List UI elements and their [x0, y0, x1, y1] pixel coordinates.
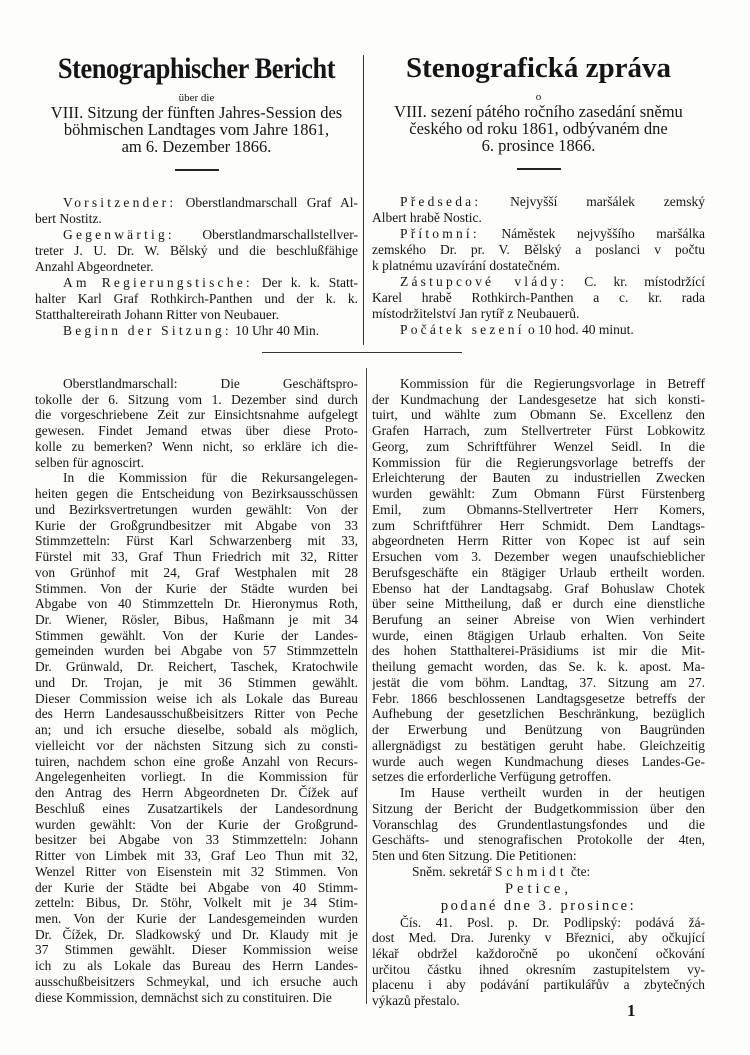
text-line: abgeordneten Herrn Ritter von Kopec ist auf sein [372, 533, 705, 549]
title-rule [175, 169, 219, 171]
petition-text [372, 915, 705, 1009]
text-line: tokolle der 6. Sitzung vom 1. Dezember sind durch [35, 391, 358, 407]
text-line: Dieser Commission weise ich als Lokale das Bureau [35, 690, 358, 706]
text-line: Beschluß eines Zusatzartikels der Landesordnung [35, 800, 358, 816]
attendance-text: Albert hrabě Nostic. [372, 209, 482, 225]
attendance-text: C. kr. místodržící [584, 273, 705, 289]
text-line: vielleicht vor der nächsten Sitzung sich zu consti- [35, 737, 358, 753]
text-line: Erleichterung der Bauten zu industriellen Zwecken [372, 470, 705, 486]
text-line: an; und ich ersuche dieselbe, sobald als möglich, [35, 722, 358, 738]
petition-line: výkazů přestalo. [372, 993, 460, 1009]
attendance-text: Karel hrabě Rothkirch-Panthen a c. kr. rada [372, 290, 705, 306]
petition-line: Čís. 41. Posl. p. Dr. Podlipský: podává žá- [400, 914, 705, 930]
czech-subtitle: o [535, 91, 542, 103]
text-line: Angelegenheiten vorliegt. In die Kommission für [35, 769, 358, 785]
german-body-column [35, 376, 358, 1005]
text-line: gemeinden wurden bei Abgabe von 57 Stimmzetteln [35, 643, 358, 659]
text-line: ich zu als Lokale das Bureau des Herrn Landes- [35, 958, 358, 974]
secretary-name: Schmidt [494, 863, 568, 879]
attendance-text: halter Karl Graf Rothkirch-Panthen und der k. k. [35, 291, 358, 307]
text-line: Wenzel Ritter von Eisenstein mit 32 Stimmen. Von [35, 863, 358, 879]
text-line: Emil, zum Obmanns-Stellvertreter Herr Komers, [372, 501, 705, 517]
attendance-line [35, 227, 358, 243]
attendance-text: Statthaltereirath Johann Ritter von Neubauer. [35, 307, 280, 323]
text-line: Dr. Grünwald, Dr. Reichert, Taschek, Kratochwile [35, 659, 358, 675]
text-line: tuiren, nachdem schon eine große Anzahl von Recurs- [35, 753, 358, 769]
german-session-line: böhmischen Landtages vom Jahre 1861, [63, 120, 330, 139]
attendance-line [372, 290, 705, 306]
attendance-line [35, 291, 358, 307]
attendance-text: místodržitelství Jan rytíř z Neubauerů. [372, 306, 580, 322]
text-line: Ebenso hat der Landtagsabg. Graf Bohuslaw Chotek [372, 580, 705, 596]
attendance-text: Anzahl Abgeordneter. [35, 258, 154, 274]
attendance-text: treter J. U. Dr. W. Bělský und die beschlußfähige [35, 242, 358, 258]
text-line: Kommission für die Regierungsvorlage in Betreff [400, 376, 705, 391]
text-line: wurden gewählt: Von der Kurie der Großgrund- [35, 816, 358, 832]
text-line: Stimmen gewählt. Von der Kurie der Landes- [35, 627, 358, 643]
text-line: Sitzung der Bericht der Budgetkommission über den [372, 800, 705, 816]
petition-date: podané dne 3. prosince: [440, 897, 637, 914]
title-rule [517, 168, 561, 170]
text-line: zetteln: Bibus, Dr. Stöhr, Volkelt mit je 34 Stim- [35, 895, 358, 911]
right-body [372, 376, 705, 864]
text-line: ausschußbeisitzers Schmeykal, und ich ersuche auch [35, 973, 358, 989]
german-attendance [35, 195, 358, 340]
text-line: Dr. Čížek, Dr. Sladkowský und Dr. Klaudy mit je [35, 926, 358, 942]
petition-heading: Petice, [504, 880, 573, 897]
secretary-line [372, 864, 705, 880]
czech-attendance [372, 194, 705, 339]
attendance-text: Oberstlandmarschallstellver- [202, 226, 358, 242]
text-line: Kurie der Großgrundbesitzer mit Abgabe von 33 [35, 517, 358, 533]
attendance-line [35, 275, 358, 291]
text-line: Aufhebung der gesetzlichen Beschränkung, bezüglich [372, 706, 705, 722]
text-line: wurde, einen 8tägigen Urlaub erhalten. Von Seite [372, 627, 705, 643]
attendance-line [35, 307, 358, 323]
text-line: den Antrag des Herrn Abgeordneten Dr. Čížek auf [35, 785, 358, 801]
czech-session-line: českého od roku 1861, odbývaném dne [409, 119, 668, 138]
attendance-text: bert Nostitz. [35, 210, 102, 226]
text-line: 5ten und 6ten Sitzung. Die Petitionen: [372, 848, 577, 864]
attendance-text: zemského Dr. pr. V. Bělský a poslanci v počtu [372, 241, 705, 257]
attendance-line [35, 323, 358, 339]
german-body [35, 376, 358, 1005]
petition-line: dost Med. Dra. Jurenky v Březnici, aby očkující [372, 930, 705, 946]
text-line: der Kundmachung der Landesgesetze hat sich konsti- [372, 391, 705, 407]
text-line: Berufsgeschäfte ein 8tägiger Urlaub ertheilt worden. [372, 564, 705, 580]
attendance-label: Přítomní: [400, 225, 480, 241]
petition-line: placenu i aby podávání partikulářův a zbytečných [372, 977, 705, 993]
text-line: Kommission für die Regierungsvorlage betreffs der [372, 454, 705, 470]
czech-title: Stenografická zpráva [406, 52, 671, 84]
german-session-line: am 6. Dezember 1866. [121, 137, 272, 156]
text-line: Oberstlandmarschall: Die Geschäftspro- [63, 376, 358, 391]
attendance-line [372, 210, 705, 226]
text-line: der Erwerbung und Benützung von Baugründen [372, 722, 705, 738]
text-line: Berufung an seiner Abreise von Wien verhindert [372, 612, 705, 628]
attendance-label: Beginn der Sitzung: [63, 323, 232, 339]
text-line: Dr. Wiener, Rösler, Bibus, Haßmann je mit 34 [35, 612, 358, 628]
attendance-label: Předseda: [400, 193, 482, 209]
attendance-line [372, 274, 705, 290]
text-line: wurde auch wegen Kundmachung dieses Landes-Ge- [372, 753, 705, 769]
attendance-text: k platnému uzavírání dostatečném. [372, 257, 561, 273]
german-title: Stenographischer Bericht [57, 52, 336, 85]
text-line: heiten gegen die Entscheidung von Bezirksausschüssen [35, 486, 358, 502]
text-line: men. Von der Kurie der Landesgemeinden wurden [35, 910, 358, 926]
text-line: Abgabe von 40 Stimmzetteln Dr. Hieronymus Roth, [35, 596, 358, 612]
german-subtitle: über die [178, 92, 215, 104]
text-line: Voranschlag des Grundentlastungsfondes und die [372, 816, 705, 832]
text-line: Stimmen. Von der Kurie der Städte wurden bei [35, 580, 358, 596]
text-line: jestät die vom böhm. Landtag, 37. Sitzung am 27. [372, 674, 705, 690]
attendance-line [372, 242, 705, 258]
attendance-text: Nejvyšší maršálek zemský [510, 193, 705, 209]
text-line: diese Kommission, demnächst sich zu constituiren. Die [35, 989, 332, 1005]
text-line: tuirt, und wählte zum Obmann Se. Excellenz den [372, 407, 705, 423]
attendance-label: Gegenwärtig: [63, 226, 175, 242]
attendance-text: Oberstlandmarschall Graf Al- [185, 194, 358, 210]
attendance-label: Počátek sezení [400, 322, 525, 338]
text-line: kolle zu bemerken? Wenn nicht, so erkläre ich die- [35, 438, 358, 454]
header-column-divider [363, 55, 364, 345]
attendance-label: Am Regierungstische: [63, 274, 253, 290]
text-line: Geschäfts- und stenografischen Protokolle der 4ten, [372, 832, 705, 848]
text-line: Febr. 1866 beschlossenen Landtagsgesetze betreffs der [372, 690, 705, 706]
attendance-line [35, 243, 358, 259]
text-line: die vorgeschriebene Zeit zur Einsichtsnahme aufgelegt [35, 407, 358, 423]
czech-header [372, 52, 705, 338]
attendance-text: o 10 hod. 40 minut. [528, 322, 634, 338]
text-line: Stimmzetteln: Fürst Karl Schwarzenberg mit 33, [35, 533, 358, 549]
text-line: zum Schriftführer Herr Schmidt. Dem Landtags- [372, 517, 705, 533]
text-line: In die Kommission für die Rekursangelegen- [63, 470, 358, 486]
text-line: Ritter von Limbek mit 33, Graf Leo Thun mit 32, [35, 848, 358, 864]
secretary-suffix: čte: [570, 863, 591, 879]
text-line: Georg, zum Schriftführer Wenzel Seidl. In die [372, 438, 705, 454]
petition-line: lékař obdržel každoročně po ukončení očkování [372, 945, 705, 961]
petition-line: určitou částku ihned okresním zastupitelstem vy- [372, 961, 705, 977]
attendance-line [372, 226, 705, 242]
attendance-line [372, 194, 705, 210]
text-line: des Herrn Landesausschußbeisitzers Ritter von Peche [35, 706, 358, 722]
text-line: allergnädigst zu bestätigen geruht habe. Gleichzeitig [372, 737, 705, 753]
text-line: theilung gemacht worden, das Se. k. k. apost. Ma- [372, 659, 705, 675]
text-line: Fürstel mit 33, Graf Thun Friedrich mit 32, Ritter [35, 549, 358, 565]
czech-session-line: VIII. sezení pátého ročního zasedání sněmu [394, 102, 683, 121]
text-line: der Kurie der Städte bei Abgabe von 40 Stimm- [35, 879, 358, 895]
german-session-line: VIII. Sitzung der fünften Jahres-Session des [50, 103, 343, 122]
attendance-line [372, 322, 705, 338]
secretary-prefix: Sněm. sekretář [412, 863, 492, 879]
text-line: Ersuchen vom 3. Dezember wegen unaufschieblicher [372, 549, 705, 565]
text-line: wurden gewählt: Zum Obmann Fürst Fürstenberg [372, 486, 705, 502]
attendance-text: Náměstek nejvyššího maršálka [501, 225, 705, 241]
attendance-line [372, 306, 705, 322]
attendance-label: Vorsitzender: [63, 194, 177, 210]
czech-body-column [372, 376, 705, 1009]
text-line: setzes die erforderliche Verfügung getroffen. [372, 769, 612, 785]
header-body-divider [262, 352, 462, 353]
attendance-text: Der k. k. Statt- [261, 274, 358, 290]
text-line: von Grünhof mit 24, Graf Westphalen mit 28 [35, 564, 358, 580]
german-header [35, 52, 358, 339]
page-number: 1 [627, 1001, 636, 1020]
text-line: und Dr. Trojan, je mit 36 Stimmen gewählt. [35, 674, 358, 690]
text-line: und Bezirksvertretungen wurden gewählt: Von der [35, 501, 358, 517]
attendance-line [35, 211, 358, 227]
attendance-text: 10 Uhr 40 Min. [235, 323, 320, 339]
text-line: 37 Stimmen gewählt. Dieser Kommission weise [35, 942, 358, 958]
attendance-line [35, 195, 358, 211]
body-column-divider [366, 368, 367, 1004]
text-line: selben für agnoscirt. [35, 454, 144, 470]
text-line: besitzer bei Abgabe von 33 Stimmzetteln: Johann [35, 832, 358, 848]
attendance-label: Zástupcové vlády: [400, 273, 568, 289]
czech-session-line: 6. prosince 1866. [481, 136, 596, 155]
text-line: des hohen Statthalterei-Präsidiums ist mir die Mit- [372, 643, 705, 659]
attendance-line [35, 259, 358, 275]
text-line: gewesen. Findet Jemand etwas über diese Proto- [35, 423, 358, 439]
text-line: Im Hause vertheilt wurden in der heutigen [400, 785, 705, 801]
attendance-line [372, 258, 705, 274]
text-line: über seine Mittheilung, daß er durch eine dienstliche [372, 596, 705, 612]
text-line: Grafen Harrach, zum Stellvertreter Fürst Lobkowitz [372, 423, 705, 439]
